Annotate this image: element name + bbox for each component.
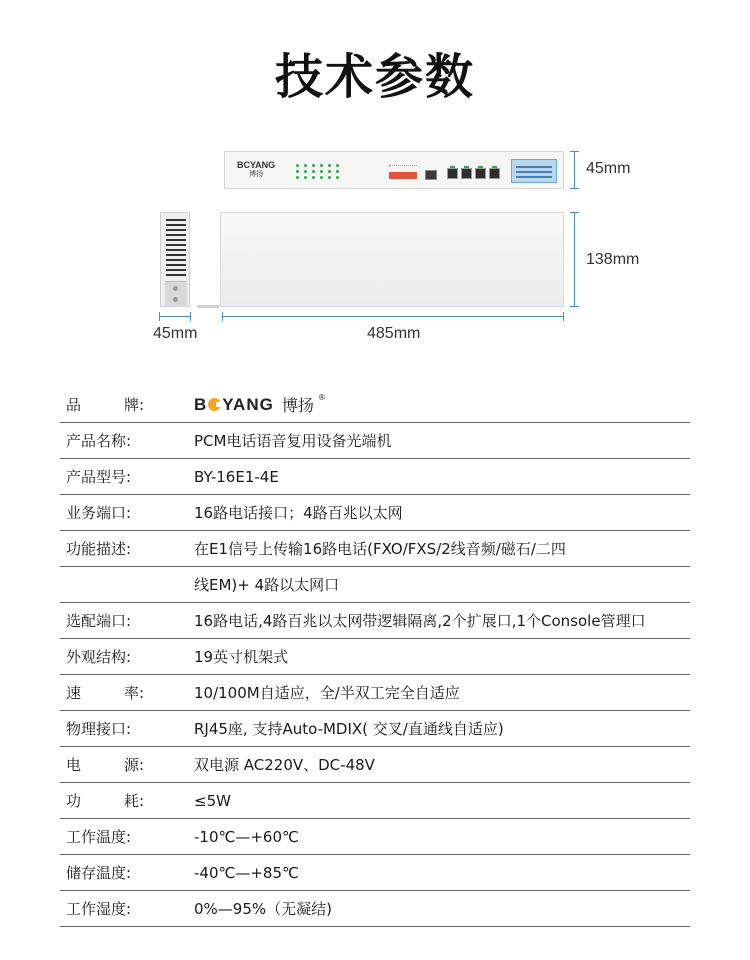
spec-value: -10℃—+60℃	[194, 827, 299, 846]
spec-key: 储存温度:	[66, 864, 132, 882]
spec-key-char: 速	[66, 684, 82, 702]
dip-switch	[389, 172, 417, 179]
spec-key	[60, 754, 194, 775]
spec-row	[60, 891, 690, 927]
brand-name-en	[194, 395, 274, 415]
spec-value: 在E1信号上传输16路电话(FXO/FXS/2线音频/磁石/二四	[194, 540, 566, 558]
spec-value: 双电源 AC220V、DC-48V	[194, 756, 375, 774]
spec-row	[60, 855, 690, 891]
side-width-dimension-line	[159, 316, 191, 317]
spec-key: 物理接口:	[66, 720, 132, 738]
spec-value: 线EM)+ 4路以太网口	[194, 576, 340, 594]
spec-key: 工作温度:	[66, 828, 132, 846]
spec-key: 功能描述:	[66, 540, 132, 558]
side-width-dimension-label: 45mm	[153, 325, 198, 342]
ethernet-port	[461, 168, 472, 179]
ethernet-port	[475, 168, 486, 179]
spec-value: 16路电话,4路百兆以太网带逻辑隔离,2个扩展口,1个Console管理口	[194, 612, 646, 630]
status-leds	[295, 163, 343, 181]
spec-row	[60, 603, 690, 639]
vent-grille	[166, 219, 186, 277]
spec-key: 产品型号:	[66, 468, 132, 486]
spec-key: 工作湿度:	[66, 900, 132, 918]
spec-row	[60, 423, 690, 459]
spec-row	[60, 783, 690, 819]
spec-row	[60, 675, 690, 711]
width-dimension-line	[222, 316, 564, 317]
panel-logo	[237, 160, 275, 180]
spec-value: 0%—95%（无凝结)	[194, 900, 332, 918]
registered-mark: ®	[317, 393, 326, 402]
page-title: 技术参数	[274, 49, 475, 105]
panel-label-sticker	[511, 159, 557, 183]
console-port	[425, 170, 437, 180]
spec-value: 16路电话接口；4路百兆以太网	[194, 504, 403, 522]
spec-row	[60, 495, 690, 531]
depth-dimension-label: 138mm	[586, 251, 640, 268]
height-dimension-label: 45mm	[586, 160, 631, 177]
spec-key: 产品名称:	[66, 432, 132, 450]
spec-value: ≤5W	[194, 791, 231, 810]
spec-value: PCM电话语音复用设备光端机	[194, 432, 392, 450]
spec-key	[60, 394, 194, 415]
panel-logo-en: BCYANG	[237, 160, 276, 170]
depth-dimension-line	[574, 212, 575, 307]
rack-mount-ear	[165, 281, 187, 307]
spec-key-char: 源:	[123, 756, 144, 774]
spec-key: 选配端口:	[66, 612, 132, 630]
spec-key	[60, 682, 194, 703]
spec-value: BY-16E1-4E	[194, 467, 279, 486]
spec-table	[60, 387, 690, 927]
device-front-panel	[224, 151, 564, 189]
device-side-view	[160, 212, 190, 307]
spec-value: -40℃—+85℃	[194, 863, 299, 882]
spec-key	[60, 790, 194, 811]
brand-o-icon	[208, 398, 221, 411]
width-dimension-label: 485mm	[367, 325, 421, 342]
spec-key-char: 牌:	[123, 396, 144, 414]
panel-logo-cn: 博扬	[249, 171, 264, 178]
spec-key-char: 耗:	[123, 792, 144, 810]
spec-value: 10/100M自适应，全/半双工完全自适应	[194, 684, 460, 702]
spec-value: RJ45座, 支持Auto-MDIX( 交叉/直通线自适应)	[194, 720, 504, 738]
spec-row	[60, 459, 690, 495]
spec-row	[60, 819, 690, 855]
spec-row-brand	[60, 387, 690, 423]
spec-row	[60, 567, 690, 603]
spec-row	[60, 711, 690, 747]
spec-row	[60, 639, 690, 675]
spec-key: 业务端口:	[66, 504, 132, 522]
brand-logo	[194, 393, 326, 416]
height-dimension-line	[574, 151, 575, 189]
brand-name-cn: 博扬	[281, 396, 314, 415]
ethernet-port	[489, 168, 500, 179]
spec-key-char: 电	[66, 756, 82, 774]
spec-row	[60, 531, 690, 567]
spec-value: 19英寸机架式	[194, 648, 289, 666]
brand-letter: B	[194, 394, 208, 414]
spec-key-char: 功	[66, 792, 82, 810]
brand-letters: YANG	[222, 394, 274, 414]
spec-key-char: 率:	[123, 684, 144, 702]
spec-key-char: 品	[66, 396, 82, 414]
spec-row	[60, 747, 690, 783]
device-top-view	[220, 212, 564, 307]
spec-key: 外观结构:	[66, 648, 132, 666]
ethernet-port	[447, 168, 458, 179]
